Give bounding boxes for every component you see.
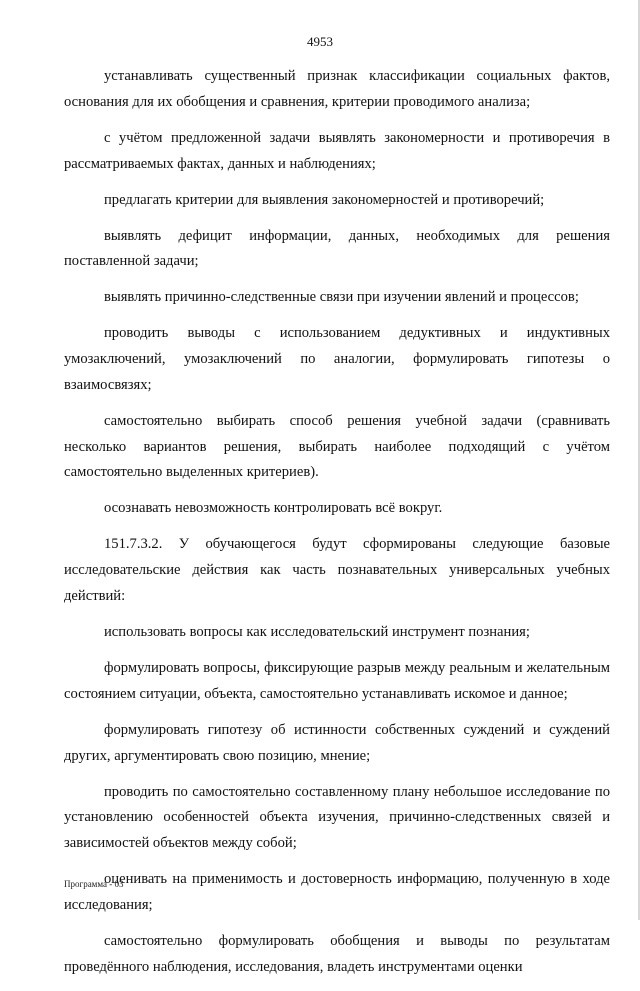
paragraph-8: осознавать невозможность контролировать всё вокруг. [104, 500, 443, 517]
paragraph-15: самостоятельно формулировать обобщения и выводы по результатам проведённого наблюдения, исследования, владеть инструментами оценки [64, 932, 610, 975]
paragraph-14: оценивать на применимость и достоверность информацию, полученную в ходе исследования; [64, 871, 610, 913]
paragraph-3: предлагать критерии для выявления закономерностей и противоречий; [104, 191, 545, 208]
paragraph-13: проводить по самостоятельно составленному плану небольшое исследование по установлению особенностей объекта изучения, причинно-следственных связей и зависимостей объектов между собой; [64, 783, 610, 852]
paragraph-1: устанавливать существенный признак классификации социальных фактов, основания для их обобщения и сравнения, критерии проводимого анализа; [64, 68, 610, 110]
document-body [64, 64, 610, 991]
paragraph-10: использовать вопросы как исследовательский инструмент познания; [104, 624, 530, 641]
paragraph-7: самостоятельно выбирать способ решения учебной задачи (сравнивать несколько вариантов решения, выбирать наиболее подходящий с учётом самостоятельно выделенных критериев). [64, 412, 610, 481]
paragraph-9: 151.7.3.2. У обучающегося будут сформированы следующие базовые исследовательские действия как часть познавательных универсальных учебных действий: [64, 536, 610, 605]
paragraph-4: выявлять дефицит информации, данных, необходимых для решения поставленной задачи; [64, 227, 610, 270]
paragraph-6: проводить выводы с использованием дедуктивных и индуктивных умозаключений, умозаключений по аналогии, формулировать гипотезы о взаимосвязях; [64, 325, 610, 393]
paragraph-2: с учётом предложенной задачи выявлять закономерности и противоречия в рассматриваемых фактах, данных и наблюдениях; [64, 129, 610, 172]
page-number: 4953 [307, 34, 333, 49]
paragraph-5: выявлять причинно-следственные связи при изучении явлений и процессов; [104, 289, 579, 306]
page-footer: Программа - 03 [64, 879, 124, 889]
paragraph-11: формулировать вопросы, фиксирующие разрыв между реальным и желательным состоянием ситуации, объекта, самостоятельно устанавливать искомое и данное; [64, 660, 610, 702]
paragraph-12: формулировать гипотезу об истинности собственных суждений и суждений других, аргументировать свою позицию, мнение; [64, 721, 610, 764]
